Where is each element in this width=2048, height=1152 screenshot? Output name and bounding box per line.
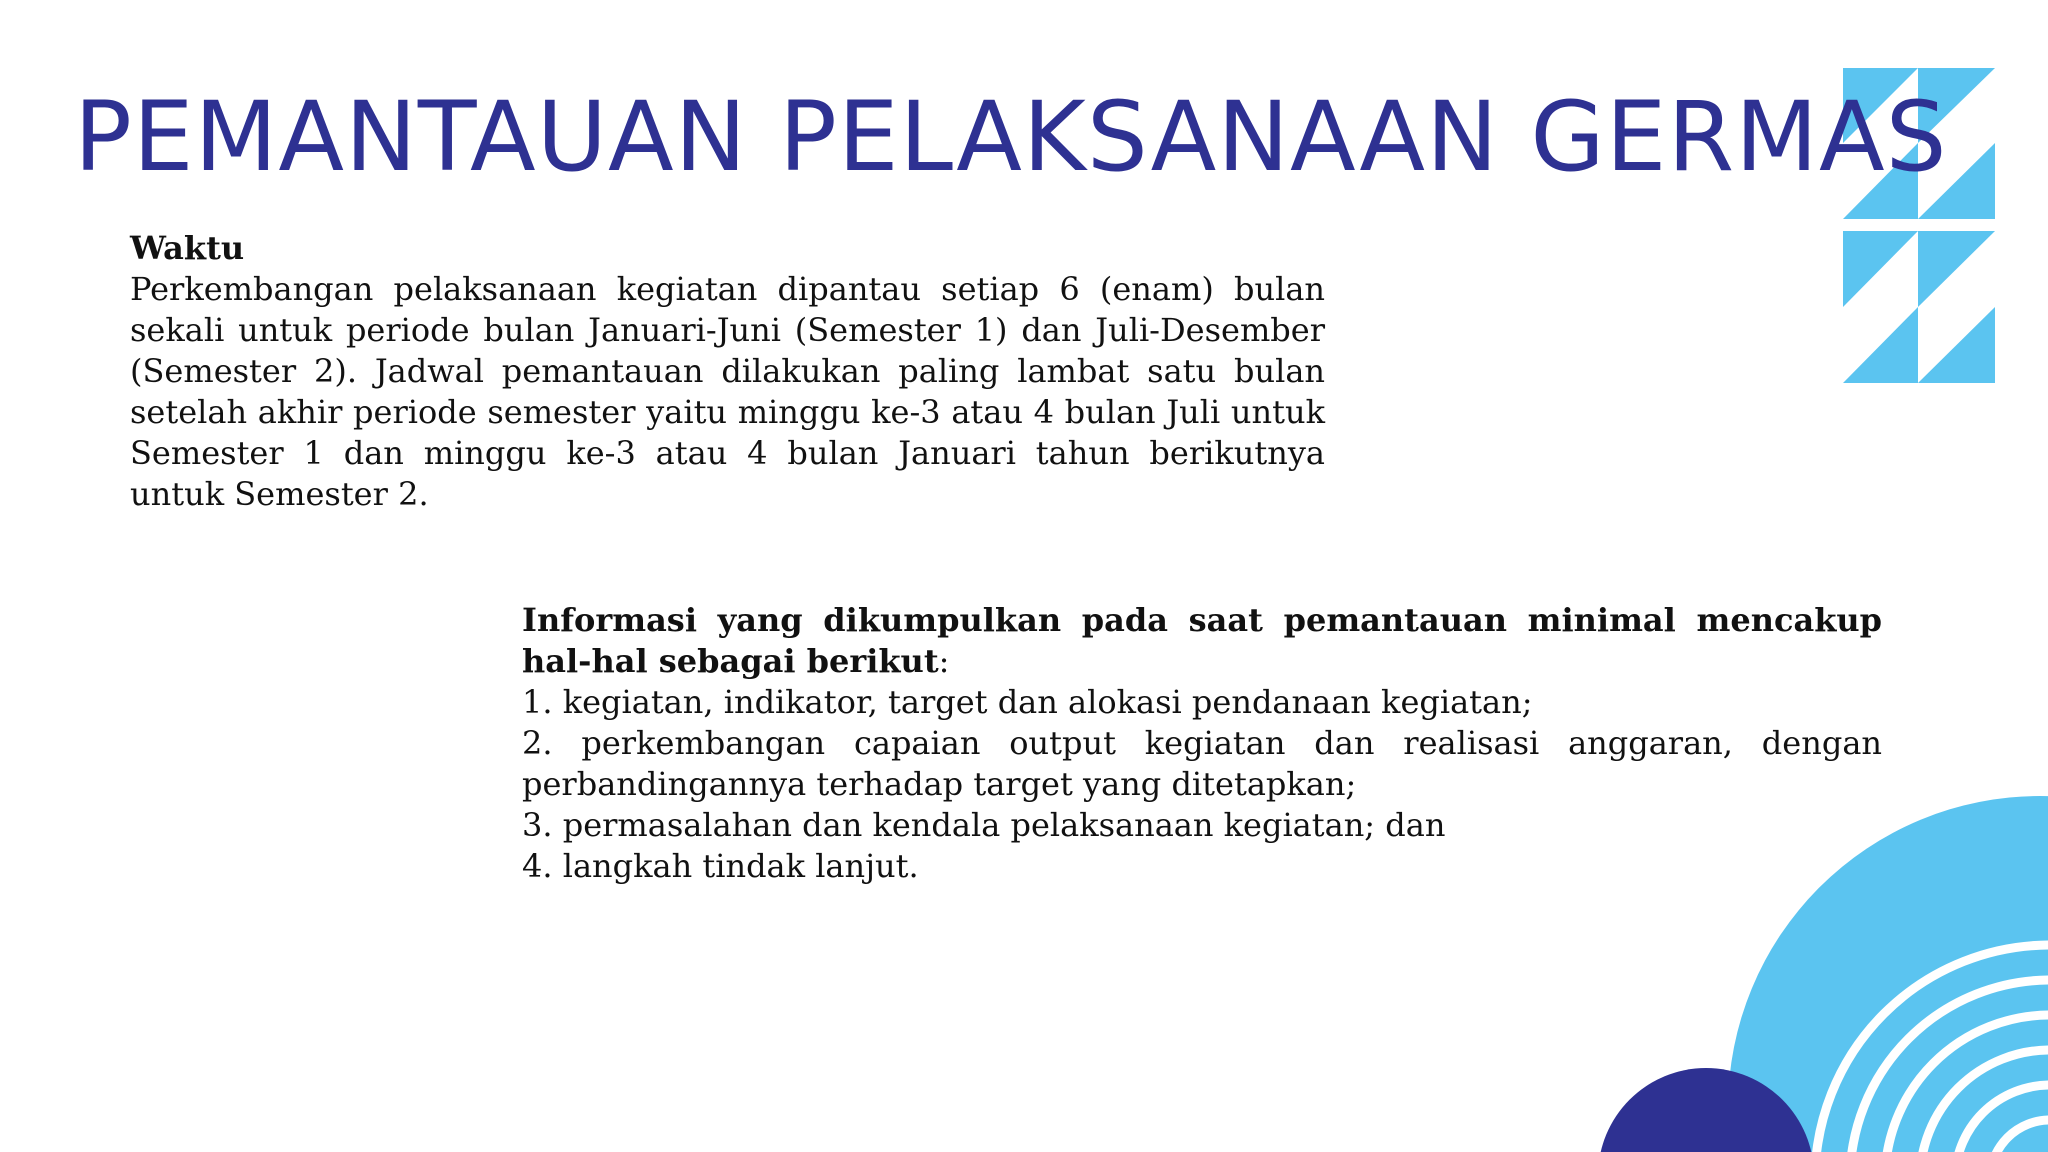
waktu-body: Perkembangan pelaksanaan kegiatan dipantau setiap 6 (enam) bulan sekali untuk periode bulan Januari-Juni (Semester 1) dan Juli-Desember (Semester 2). Jadwal pemantauan dilakukan paling lambat satu bulan setelah akhir periode semester yaitu minggu ke-3 atau 4 bulan Juli untuk Semester 1 dan minggu ke-3 atau 4 bulan Januari tahun berikutnya untuk Semester 2. (130, 270, 1325, 513)
waktu-section (130, 228, 1325, 515)
slide-title: PEMANTAUAN PELAKSANAAN GERMAS (74, 81, 1948, 193)
list-item: 2. perkembangan capaian output kegiatan dan realisasi anggaran, dengan perbandingannya terhadap target yang ditetapkan; (522, 724, 1882, 803)
informasi-intro-bold: Informasi yang dikumpulkan pada saat pemantauan minimal mencakup hal-hal sebagai berikut (522, 601, 1882, 680)
list-item: 1. kegiatan, indikator, target dan alokasi pendanaan kegiatan; (522, 683, 1533, 721)
informasi-intro (522, 600, 1882, 682)
list-item: 4. langkah tindak lanjut. (522, 847, 919, 885)
waktu-heading: Waktu (130, 229, 245, 267)
informasi-intro-suffix: : (938, 642, 950, 680)
informasi-list (522, 682, 1882, 887)
list-item: 3. permasalahan dan kendala pelaksanaan kegiatan; dan (522, 806, 1446, 844)
informasi-section (522, 600, 1882, 887)
